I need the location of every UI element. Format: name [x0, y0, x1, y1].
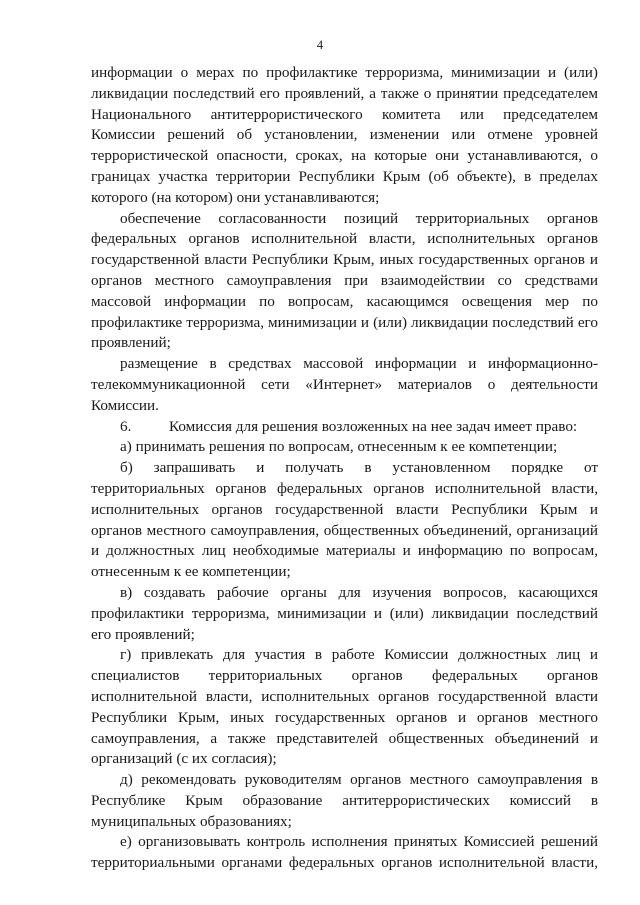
text-line: и должностных лиц необходимые материалы и информацию по вопросам,: [91, 542, 598, 560]
text-line: государственной власти Республики Крым, иных государственных органов и: [91, 251, 598, 269]
text-line: федеральных органов исполнительной власти, исполнительных органов: [91, 230, 598, 248]
text-line: в) создавать рабочие органы для изучения вопросов, касающихся: [120, 583, 598, 601]
text-line: Республики Крым, иных государственных органов и органов местного: [91, 708, 598, 726]
text-line: органов местного самоуправления, общественных объединений, организаций: [91, 521, 598, 539]
text-line: которого (на котором) они устанавливаются;: [91, 188, 380, 206]
text-line: организаций (с их согласия);: [91, 750, 277, 768]
text-line: ликвидации последствий его проявлений, а также о принятии председателем: [91, 84, 598, 102]
text-line: террористической опасности, сроках, на которые они устанавливаются, о: [91, 147, 598, 165]
text-line: органов местного самоуправления при взаимодействии со средствами: [91, 271, 598, 289]
text-line: б) запрашивать и получать в установленном порядке от: [120, 459, 598, 477]
text-line: а) принимать решения по вопросам, отнесенным к ее компетенции;: [120, 438, 558, 456]
text-line: обеспечение согласованности позиций территориальных органов: [120, 209, 598, 227]
text-line: границах участка территории Республики Крым (об объекте), в пределах: [91, 167, 598, 185]
text-line: исполнительной власти, исполнительных органов государственной власти: [91, 687, 598, 705]
text-line: специалистов территориальных органов федеральных органов: [91, 667, 598, 685]
text-line: отнесенным к ее компетенции;: [91, 563, 291, 581]
item-6-line: [91, 417, 598, 438]
text-line: г) привлекать для участия в работе Комиссии должностных лиц и: [120, 646, 598, 664]
text-line: исполнительных органов государственной власти Республики Крым и: [91, 500, 598, 518]
text-line: Национального антитеррористического комитета или председателем: [91, 105, 598, 123]
document-body: [91, 63, 598, 874]
text-line: телекоммуникационной сети «Интернет» материалов о деятельности: [91, 375, 598, 393]
text-line: Республике Крым образование антитеррористических комиссий в: [91, 791, 598, 809]
text-line: территориальных органов федеральных органов исполнительной власти,: [91, 479, 598, 497]
text-line: информации о мерах по профилактике терроризма, минимизации и (или): [91, 64, 598, 81]
text-line: Комиссии решений об установлении, изменении или отмене уровней: [91, 126, 598, 144]
text-line: его проявлений;: [91, 625, 195, 643]
text-line: размещение в средствах массовой информации и информационно-: [120, 355, 598, 373]
text-line: е) организовывать контроль исполнения принятых Комиссией решений: [120, 833, 598, 851]
text-line: самоуправления, а также представителей общественных объединений и: [91, 729, 598, 747]
item-6-text: Комиссия для решения возложенных на нее задач имеет право:: [169, 417, 578, 435]
text-line: массовой информации по вопросам, касающимся освещения мер по: [91, 292, 598, 310]
page-number: 4: [316, 38, 324, 52]
text-line: д) рекомендовать руководителям органов местного самоуправления в: [120, 771, 598, 789]
text-line: профилактике терроризма, минимизации и (или) ликвидации последствий его: [91, 313, 598, 331]
text-line: проявлений;: [91, 334, 171, 352]
text-line: профилактики терроризма, минимизации и (или) ликвидации последствий: [91, 604, 598, 622]
text-line: Комиссии.: [91, 396, 159, 414]
text-line: муниципальных образованиях;: [91, 812, 292, 830]
item-number: 6.: [120, 417, 132, 435]
text-line: территориальными органами федеральных органов исполнительной власти,: [91, 854, 598, 872]
